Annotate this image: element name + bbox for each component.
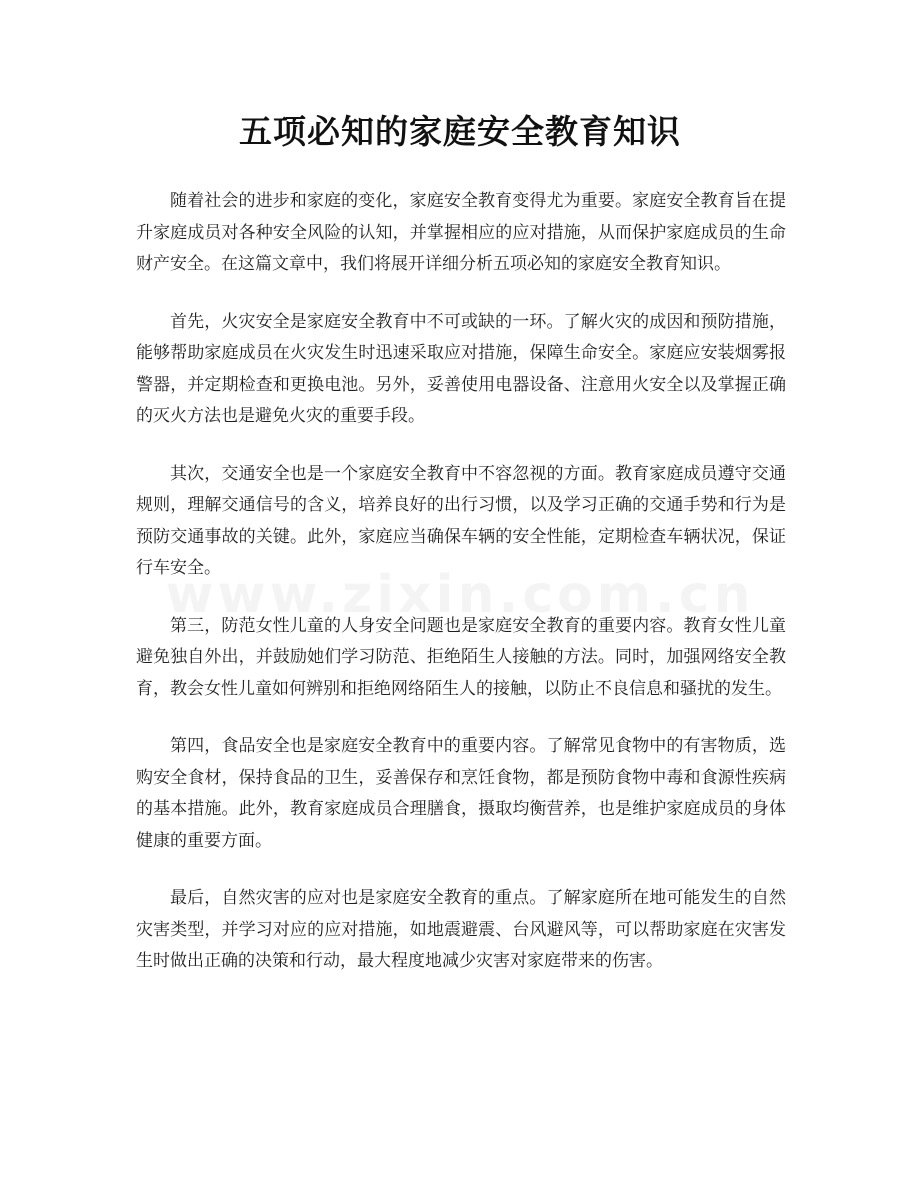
paragraph-personal-safety: 第三，防范女性儿童的人身安全问题也是家庭安全教育的重要内容。教育女性儿童避免独自外出，并鼓励她们学习防范、拒绝陌生人接触的方法。同时，加强网络安全教育，教会女性儿童如何辨别和拒绝网络陌生人的接触，以防止不良信息和骚扰的发生。 [136, 615, 786, 699]
paragraph-fire-safety: 首先，火灾安全是家庭安全教育中不可或缺的一环。了解火灾的成因和预防措施，能够帮助家庭成员在火灾发生时迅速采取应对措施，保障生命安全。家庭应安装烟雾报警器，并定期检查和更换电池。另外，妥善使用电器设备、注意用火安全以及掌握正确的灭火方法也是避免火灾的重要手段。 [136, 311, 786, 426]
document-title: 五项必知的家庭安全教育知识 [239, 112, 681, 151]
paragraph-traffic-safety: 其次，交通安全也是一个家庭安全教育中不容忽视的方面。教育家庭成员遵守交通规则，理解交通信号的含义，培养良好的出行习惯，以及学习正确的交通手势和行为是预防交通事故的关键。此外，家庭应当确保车辆的安全性能，定期检查车辆状况，保证行车安全。 [136, 463, 786, 578]
paragraph-intro: 随着社会的进步和家庭的变化，家庭安全教育变得尤为重要。家庭安全教育旨在提升家庭成员对各种安全风险的认知，并掌握相应的应对措施，从而保护家庭成员的生命财产安全。在这篇文章中，我们将展开详细分析五项必知的家庭安全教育知识。 [136, 191, 786, 274]
paragraph-food-safety: 第四，食品安全也是家庭安全教育中的重要内容。了解常见食物中的有害物质，选购安全食材，保持食品的卫生，妥善保存和烹饪食物，都是预防食物中毒和食源性疾病的基本措施。此外，教育家庭成员合理膳食，摄取均衡营养，也是维护家庭成员的身体健康的重要方面。 [136, 736, 786, 851]
document-body [136, 186, 786, 1004]
paragraph-natural-disaster: 最后，自然灾害的应对也是家庭安全教育的重点。了解家庭所在地可能发生的自然灾害类型，并学习对应的应对措施，如地震避震、台风避风等，可以帮助家庭在灾害发生时做出正确的决策和行动，最大程度地减少灾害对家庭带来的伤害。 [136, 888, 786, 971]
